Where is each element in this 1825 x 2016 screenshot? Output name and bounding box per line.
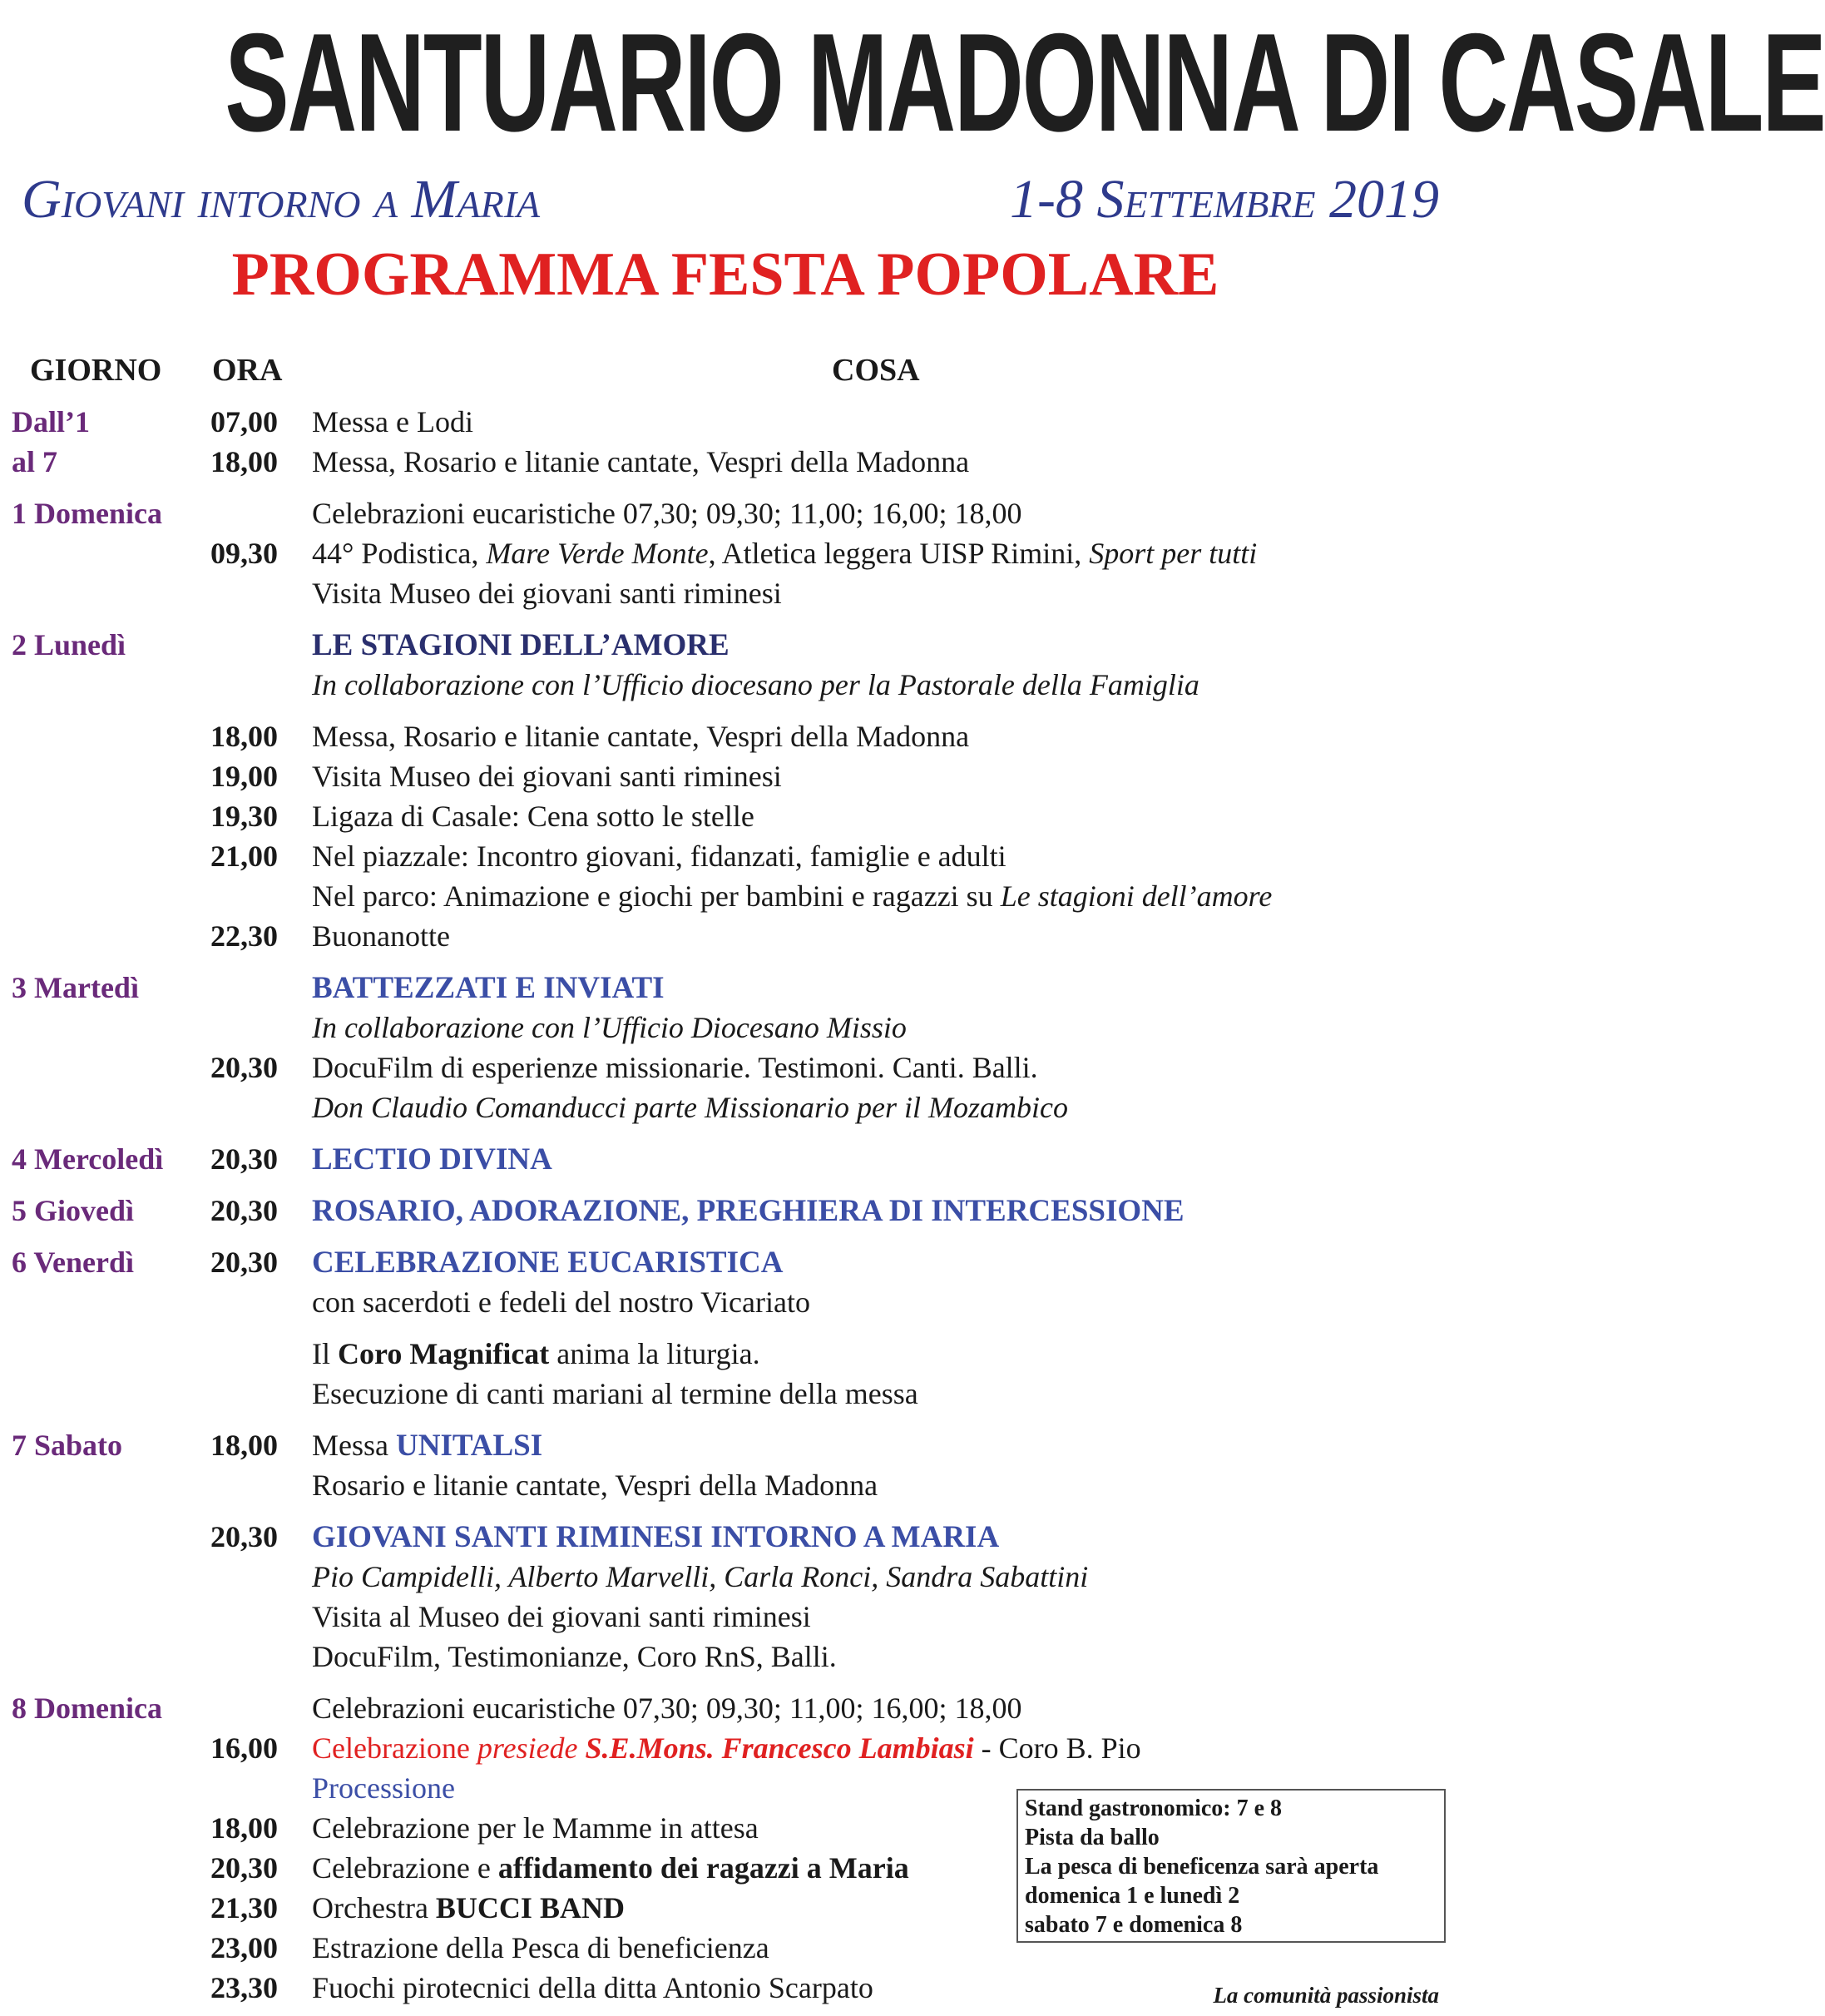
schedule-time: 20,30: [210, 1520, 278, 1553]
schedule-row: [0, 493, 1451, 533]
schedule-activity: [312, 1928, 769, 1968]
schedule-row: [0, 402, 1451, 442]
schedule-time: 18,00: [210, 445, 278, 478]
schedule-row: [0, 1048, 1451, 1087]
schedule-activity: [312, 1557, 1088, 1597]
schedule-activity: [312, 442, 969, 482]
activity-text: Don Claudio Comanducci parte Missionario per il Mozambico: [312, 1091, 1068, 1124]
activity-text: LE STAGIONI DELL’AMORE: [312, 628, 730, 662]
activity-text: In collaborazione con l’Ufficio diocesano per la Pastorale della Famiglia: [312, 668, 1199, 701]
activity-text: Il: [312, 1337, 338, 1370]
schedule-activity: [312, 533, 1257, 573]
schedule-activity: [312, 756, 782, 796]
activity-text: - Coro B. Pio: [973, 1731, 1141, 1765]
activity-text: Visita Museo dei giovani santi riminesi: [312, 577, 782, 610]
schedule-row: [0, 1688, 1451, 1728]
activity-text: Celebrazioni eucaristiche 07,30; 09,30; 11,00; 16,00; 18,00: [312, 497, 1022, 530]
activity-text: Celebrazione: [312, 1731, 477, 1765]
activity-text: Rosario e litanie cantate, Vespri della Madonna: [312, 1469, 878, 1502]
schedule-row: [0, 442, 1451, 482]
schedule-time: 23,00: [210, 1931, 278, 1964]
schedule-activity: [312, 402, 473, 442]
schedule-activity: [312, 1808, 759, 1848]
schedule-day: 6 Venerdì: [12, 1246, 135, 1279]
schedule-day: 1 Domenica: [12, 497, 162, 530]
footer-signature: La comunità passionista: [1213, 1983, 1439, 2008]
schedule-row: [0, 876, 1451, 916]
schedule-activity: [312, 1087, 1068, 1127]
schedule-time: 22,30: [210, 919, 278, 953]
schedule-activity: [312, 1334, 760, 1374]
schedule-row: [0, 1139, 1451, 1179]
info-line: Stand gastronomico: 7 e 8: [1025, 1796, 1283, 1821]
schedule-time: 19,00: [210, 760, 278, 793]
activity-text: Nel parco: Animazione e giochi per bambini e ragazzi su: [312, 879, 1001, 913]
schedule-time: 20,30: [210, 1142, 278, 1176]
schedule-day: 5 Giovedì: [12, 1194, 135, 1227]
activity-text: UNITALSI: [396, 1429, 543, 1463]
schedule-activity: [312, 1848, 909, 1888]
activity-text: DocuFilm, Testimonianze, Coro RnS, Balli.: [312, 1640, 837, 1673]
schedule-activity: [312, 716, 969, 756]
subtitle-theme: Giovani intorno a Maria: [22, 169, 541, 230]
activity-text: Ligaza di Casale: Cena sotto le stelle: [312, 800, 754, 833]
activity-text: LECTIO DIVINA: [312, 1142, 552, 1176]
schedule-row: [0, 625, 1451, 665]
schedule-activity: [312, 1888, 625, 1928]
schedule-activity: [312, 1968, 873, 2008]
schedule-activity: [312, 1374, 918, 1414]
activity-text: Processione: [312, 1771, 455, 1805]
schedule-row: [0, 1191, 1451, 1231]
subtitle-dates: 1-8 Settembre 2019: [1010, 169, 1439, 230]
schedule-row: [0, 716, 1451, 756]
activity-text: Mare Verde Monte: [486, 537, 709, 570]
schedule-activity: [312, 493, 1022, 533]
column-header-time: ORA: [212, 353, 283, 388]
schedule-activity: [312, 1768, 455, 1808]
info-line: domenica 1 e lunedì 2: [1025, 1883, 1240, 1909]
schedule-day: 4 Mercoledì: [12, 1142, 164, 1176]
schedule-day: 7 Sabato: [12, 1429, 123, 1462]
page-title: SANTUARIO MADONNA DI CASALE: [225, 4, 1825, 161]
activity-text: Nel piazzale: Incontro giovani, fidanzati, famiglie e adulti: [312, 840, 1006, 873]
schedule-activity: [312, 625, 730, 666]
activity-text: S.E.Mons. Francesco Lambiasi: [585, 1731, 974, 1765]
schedule-time: 09,30: [210, 537, 278, 570]
activity-text: Celebrazione e: [312, 1851, 498, 1885]
schedule-row: [0, 1087, 1451, 1127]
schedule-row: [0, 1597, 1451, 1637]
schedule-time: 20,30: [210, 1851, 278, 1885]
activity-text: Orchestra: [312, 1891, 436, 1924]
schedule-row: [0, 1334, 1451, 1374]
schedule-row: [0, 836, 1451, 876]
schedule-row: [0, 1374, 1451, 1414]
activity-text: Messa, Rosario e litanie cantate, Vespri della Madonna: [312, 445, 970, 478]
schedule-activity: [312, 1517, 999, 1558]
schedule-time: 21,00: [210, 840, 278, 873]
schedule-row: [0, 1728, 1451, 1768]
activity-text: DocuFilm di esperienze missionarie. Testimoni. Canti. Balli.: [312, 1051, 1038, 1084]
activity-text: , Atletica leggera UISP Rimini,: [708, 537, 1090, 570]
info-line: Pista da ballo: [1025, 1825, 1160, 1850]
schedule-time: 18,00: [210, 720, 278, 753]
schedule-activity: [312, 1242, 783, 1283]
schedule-row: [0, 1465, 1451, 1505]
schedule-row: [0, 1637, 1451, 1677]
schedule-time: 07,00: [210, 405, 278, 438]
program-title: PROGRAMMA FESTA POPOLARE: [231, 240, 1219, 309]
schedule-day: 2 Lunedì: [12, 628, 126, 661]
activity-text: Celebrazioni eucaristiche 07,30; 09,30; 11,00; 16,00; 18,00: [312, 1692, 1022, 1725]
schedule-row: [0, 796, 1451, 836]
activity-text: Messa, Rosario e litanie cantate, Vespri della Madonna: [312, 720, 970, 753]
activity-text: Messa e Lodi: [312, 405, 473, 438]
schedule-activity: [312, 916, 450, 956]
activity-text: con sacerdoti e fedeli del nostro Vicariato: [312, 1285, 810, 1319]
schedule-activity: [312, 836, 1006, 876]
schedule-activity: [312, 1728, 1141, 1768]
schedule-activity: [312, 968, 665, 1008]
activity-text: 44° Podistica,: [312, 537, 487, 570]
schedule-time: 18,00: [210, 1811, 278, 1845]
activity-text: affidamento dei ragazzi a Maria: [497, 1851, 909, 1885]
info-line: sabato 7 e domenica 8: [1025, 1912, 1243, 1938]
schedule-time: 20,30: [210, 1051, 278, 1084]
schedule-day: al 7: [12, 445, 58, 478]
schedule-row: [0, 968, 1451, 1008]
schedule-activity: [312, 1139, 552, 1180]
activity-text: Visita al Museo dei giovani santi riminesi: [312, 1600, 811, 1633]
schedule-row: [0, 533, 1451, 573]
schedule-activity: [312, 1597, 811, 1637]
schedule-time: 20,30: [210, 1246, 278, 1279]
activity-text: GIOVANI SANTI RIMINESI INTORNO A MARIA: [312, 1520, 1000, 1554]
schedule-row: [0, 665, 1451, 705]
schedule-activity: [312, 665, 1199, 705]
activity-text: Le stagioni dell’amore: [1000, 879, 1273, 913]
schedule-day: 3 Martedì: [12, 971, 139, 1004]
column-header-what: COSA: [832, 353, 920, 388]
schedule-activity: [312, 1282, 810, 1322]
schedule-activity: [312, 796, 754, 836]
schedule-row: [0, 1557, 1451, 1597]
schedule-time: 23,30: [210, 1971, 278, 2004]
info-line: La pesca di beneficenza sarà aperta: [1025, 1854, 1379, 1880]
schedule-activity: [312, 1637, 837, 1677]
schedule-activity: [312, 1048, 1038, 1087]
schedule-row: [0, 1517, 1451, 1557]
activity-text: BUCCI BAND: [435, 1891, 625, 1924]
activity-text: CELEBRAZIONE EUCARISTICA: [312, 1246, 784, 1280]
schedule-time: 20,30: [210, 1194, 278, 1227]
schedule-activity: [312, 1191, 1185, 1231]
schedule-row: [0, 1008, 1451, 1048]
activity-text: Pio Campidelli, Alberto Marvelli, Carla Ronci, Sandra Sabattini: [312, 1560, 1089, 1593]
schedule-time: 21,30: [210, 1891, 278, 1924]
schedule-activity: [312, 1688, 1022, 1728]
schedule-activity: [312, 573, 782, 613]
schedule-day: Dall’1: [12, 405, 90, 438]
schedule-activity: [312, 1465, 878, 1505]
activity-text: Messa: [312, 1429, 396, 1462]
info-box: [1016, 1789, 1446, 1943]
column-header-day: GIORNO: [30, 353, 162, 388]
activity-text: In collaborazione con l’Ufficio Diocesano Missio: [312, 1011, 907, 1044]
activity-text: ROSARIO, ADORAZIONE, PREGHIERA DI INTERCESSIONE: [312, 1194, 1185, 1228]
schedule-row: [0, 573, 1451, 613]
schedule-day: 8 Domenica: [12, 1692, 162, 1725]
activity-text: anima la liturgia.: [549, 1337, 760, 1370]
schedule-row: [0, 1425, 1451, 1465]
schedule-row: [0, 1242, 1451, 1282]
schedule-activity: [312, 876, 1272, 916]
activity-text: Visita Museo dei giovani santi riminesi: [312, 760, 782, 793]
activity-text: BATTEZZATI E INVIATI: [312, 971, 665, 1005]
activity-text: Fuochi pirotecnici della ditta Antonio Scarpato: [312, 1971, 873, 2004]
activity-text: Buonanotte: [312, 919, 450, 953]
schedule-time: 16,00: [210, 1731, 278, 1765]
activity-text: Esecuzione di canti mariani al termine della messa: [312, 1377, 918, 1410]
activity-text: Estrazione della Pesca di beneficienza: [312, 1931, 769, 1964]
schedule-row: [0, 916, 1451, 956]
activity-text: Coro Magnificat: [338, 1337, 550, 1370]
schedule-time: 18,00: [210, 1429, 278, 1462]
activity-text: Celebrazione per le Mamme in attesa: [312, 1811, 759, 1845]
activity-text: presiede: [477, 1731, 586, 1765]
activity-text: Sport per tutti: [1089, 537, 1258, 570]
schedule-row: [0, 756, 1451, 796]
schedule-row: [0, 1282, 1451, 1322]
schedule-time: 19,30: [210, 800, 278, 833]
schedule-activity: [312, 1425, 542, 1466]
schedule-activity: [312, 1008, 907, 1048]
